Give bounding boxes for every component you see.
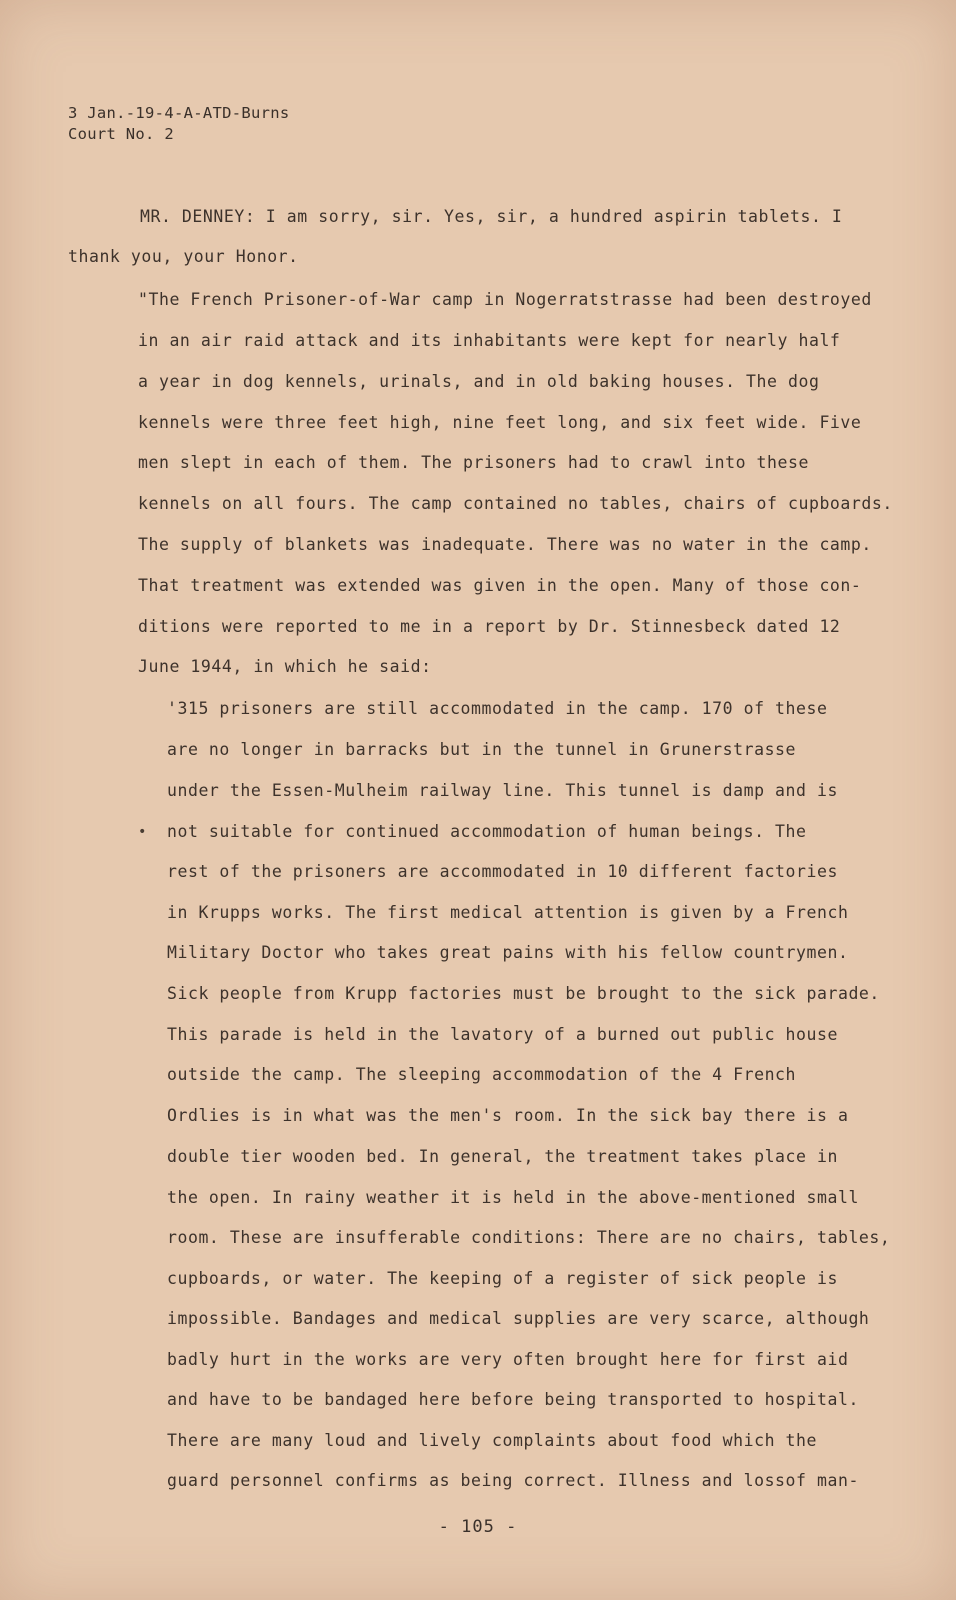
speech-line: thank you, your Honor. xyxy=(68,247,299,266)
quote-line: kennels were three feet high, nine feet long, and six feet wide. Five xyxy=(138,413,862,432)
header-court: Court No. 2 xyxy=(68,125,174,143)
report-line: are no longer in barracks but in the tunnel in Grunerstrasse xyxy=(167,740,797,759)
report-line: outside the camp. The sleeping accommodation of the 4 French xyxy=(167,1065,797,1084)
header-reference: 3 Jan.-19-4-A-ATD-Burns xyxy=(68,104,290,122)
quote-line: The supply of blankets was inadequate. There was no water in the camp. xyxy=(138,535,872,554)
report-line: cupboards, or water. The keeping of a register of sick people is xyxy=(167,1269,838,1288)
report-line: impossible. Bandages and medical supplies are very scarce, although xyxy=(167,1309,870,1328)
report-line: '315 prisoners are still accommodated in the camp. 170 of these xyxy=(167,699,828,718)
quote-line: June 1944, in which he said: xyxy=(138,657,432,676)
margin-mark: • xyxy=(138,824,147,840)
report-line: Ordlies is in what was the men's room. In the sick bay there is a xyxy=(167,1106,849,1125)
quote-line: That treatment was extended was given in the open. Many of those con- xyxy=(138,576,862,595)
speech-line: MR. DENNEY: I am sorry, sir. Yes, sir, a hundred aspirin tablets. I xyxy=(140,207,843,226)
report-line: There are many loud and lively complaints about food which the xyxy=(167,1431,817,1450)
report-line: rest of the prisoners are accommodated in 10 different factories xyxy=(167,862,838,881)
report-line: This parade is held in the lavatory of a burned out public house xyxy=(167,1025,838,1044)
quote-line: a year in dog kennels, urinals, and in old baking houses. The dog xyxy=(138,372,820,391)
report-line: double tier wooden bed. In general, the treatment takes place in xyxy=(167,1147,838,1166)
report-line: not suitable for continued accommodation of human beings. The xyxy=(167,822,807,841)
report-line: and have to be bandaged here before being transported to hospital. xyxy=(167,1390,859,1409)
report-line: Sick people from Krupp factories must be brought to the sick parade. xyxy=(167,984,880,1003)
report-line: guard personnel confirms as being correct. Illness and lossof man- xyxy=(167,1471,859,1490)
report-line: Military Doctor who takes great pains with his fellow countrymen. xyxy=(167,943,849,962)
report-line: under the Essen-Mulheim railway line. This tunnel is damp and is xyxy=(167,781,838,800)
quote-line: in an air raid attack and its inhabitants were kept for nearly half xyxy=(138,331,841,350)
report-line: the open. In rainy weather it is held in the above-mentioned small xyxy=(167,1188,859,1207)
report-line: in Krupps works. The first medical attention is given by a French xyxy=(167,903,849,922)
quote-line: men slept in each of them. The prisoners had to crawl into these xyxy=(138,453,809,472)
quote-line: ditions were reported to me in a report by Dr. Stinnesbeck dated 12 xyxy=(138,617,841,636)
report-line: room. These are insufferable conditions: There are no chairs, tables, xyxy=(167,1228,891,1247)
quote-line: kennels on all fours. The camp contained no tables, chairs of cupboards. xyxy=(138,494,893,513)
page-number: - 105 - xyxy=(438,1517,518,1537)
document-header xyxy=(68,103,290,145)
quote-line: "The French Prisoner-of-War camp in Nogerratstrasse had been destroyed xyxy=(138,290,872,309)
report-line: badly hurt in the works are very often brought here for first aid xyxy=(167,1350,849,1369)
